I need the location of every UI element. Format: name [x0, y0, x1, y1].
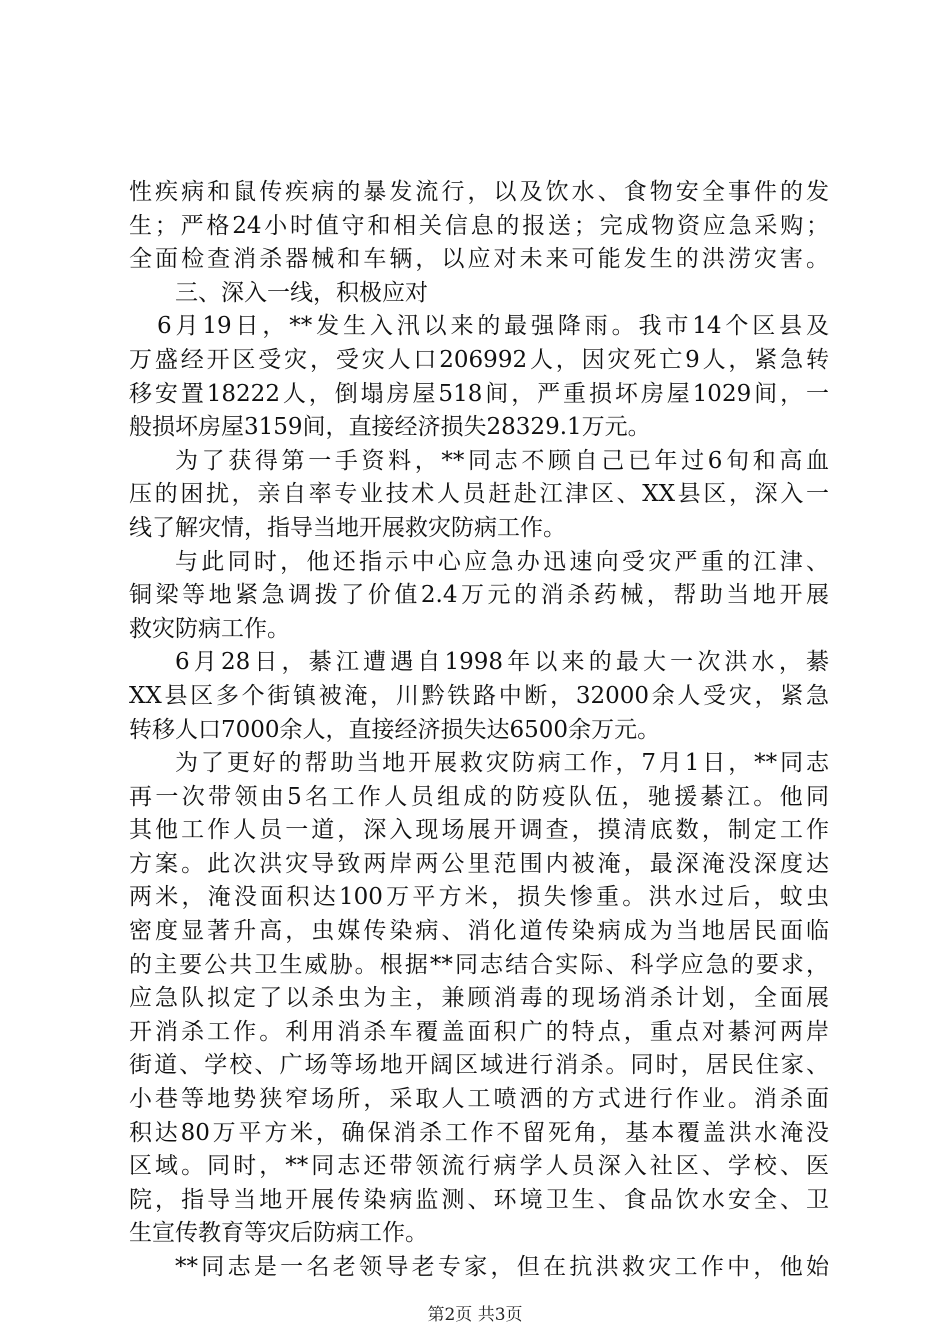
text-line: 救灾防病工作。 [129, 615, 290, 642]
text-line: 移安置18222人，倒塌房屋518间，严重损坏房屋1029间，一 [129, 380, 829, 407]
text-line: 区域。同时，**同志还带领流行病学人员深入社区、学校、医 [129, 1153, 829, 1180]
text-line: 性疾病和鼠传疾病的暴发流行，以及饮水、食物安全事件的发 [129, 179, 829, 205]
text-line: 两米，淹没面积达100万平方米，损失惨重。洪水过后，蚊虫 [129, 884, 829, 911]
text-line: **同志是一名老领导老专家，但在抗洪救灾工作中，他始 [175, 1254, 829, 1280]
text-line: 其他工作人员一道，深入现场展开调查，摸清底数，制定工作 [129, 817, 829, 844]
text-line: 应急队拟定了以杀虫为主，兼顾消毒的现场消杀计划，全面展 [129, 985, 829, 1012]
text-line: 方案。此次洪灾导致两岸两公里范围内被淹，最深淹没深度达 [129, 850, 829, 877]
text-line: 全面检查消杀器械和车辆，以应对未来可能发生的洪涝灾害。 [129, 246, 829, 273]
text-line: 再一次带领由5名工作人员组成的防疫队伍，驰援綦江。他同 [129, 783, 829, 810]
text-line: 生；严格24小时值守和相关信息的报送；完成物资应急采购； [129, 212, 829, 239]
section-heading: 三、深入一线，积极应对 [175, 279, 428, 306]
text-line: 积达80万平方米，确保消杀工作不留死角，基本覆盖洪水淹没 [129, 1119, 829, 1146]
text-line: 开消杀工作。利用消杀车覆盖面积广的特点，重点对綦河两岸 [129, 1018, 829, 1045]
text-line: 6月28日，綦江遭遇自1998年以来的最大一次洪水，綦 [175, 649, 829, 676]
text-line: 6月19日，**发生入汛以来的最强降雨。我市14个区县及 [157, 313, 829, 340]
text-line: 万盛经开区受灾，受灾人口206992人，因灾死亡9人，紧急转 [129, 346, 829, 373]
text-line: 的主要公共卫生威胁。根据**同志结合实际、科学应急的要求， [129, 951, 829, 978]
text-line: 压的困扰，亲自率专业技术人员赶赴江津区、XX县区，深入一 [129, 481, 829, 508]
text-line: 般损坏房屋3159间，直接经济损失28329.1万元。 [129, 414, 651, 441]
text-line: 院，指导当地开展传染病监测、环境卫生、食品饮水安全、卫 [129, 1186, 829, 1213]
text-line: XX县区多个街镇被淹，川黔铁路中断，32000余人受灾，紧急 [129, 682, 829, 709]
text-line: 铜梁等地紧急调拨了价值2.4万元的消杀药械，帮助当地开展 [129, 582, 829, 609]
text-line: 街道、学校、广场等场地开阔区域进行消杀。同时，居民住家、 [129, 1052, 829, 1079]
page-number-footer: 第2页 共3页 [427, 1305, 523, 1325]
text-line: 小巷等地势狭窄场所，采取人工喷洒的方式进行作业。消杀面 [129, 1086, 829, 1113]
text-line: 生宣传教育等灾后防病工作。 [129, 1220, 428, 1247]
text-line: 线了解灾情，指导当地开展救灾防病工作。 [129, 514, 566, 541]
text-line: 密度显著升高，虫媒传染病、消化道传染病成为当地居民面临 [129, 918, 829, 945]
text-line: 转移人口7000余人，直接经济损失达6500余万元。 [129, 716, 661, 743]
text-line: 为了更好的帮助当地开展救灾防病工作，7月1日，**同志 [175, 750, 829, 777]
text-line: 为了获得第一手资料，**同志不顾自己已年过6旬和高血 [175, 447, 829, 474]
body-text [129, 176, 829, 1285]
text-line: 与此同时，他还指示中心应急办迅速向受灾严重的江津、 [175, 548, 829, 575]
